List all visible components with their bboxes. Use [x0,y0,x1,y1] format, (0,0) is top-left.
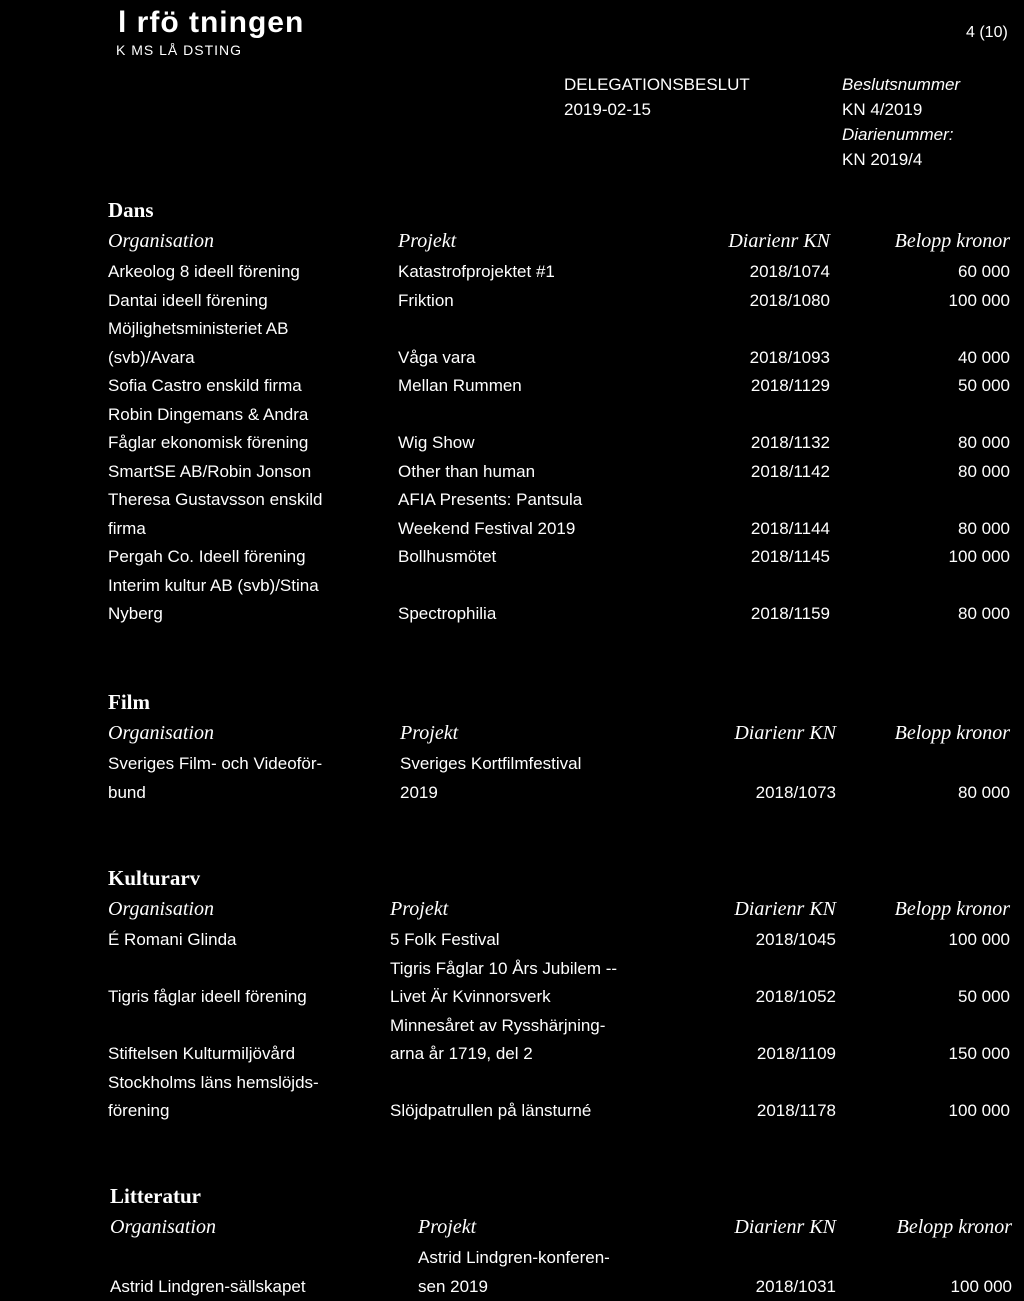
projekt-cell: Tigris Fåglar 10 Års Jubilem -- [390,958,618,978]
belopp-cell: 80 000 [958,433,1010,452]
column-header-projekt: Projekt [390,898,449,920]
diarienummer-label: Diarienummer: [842,125,954,144]
organisation-cell: Stiftelsen Kulturmiljövård [108,1044,296,1063]
section-title: Film [108,690,150,714]
projekt-cell: Livet Är Kvinnorsverk [390,987,551,1006]
belopp-cell: 150 000 [948,1044,1010,1063]
projekt-cell: Wig Show [398,433,475,452]
column-header-diarienr: Diarienr KN [734,722,836,744]
organisation-cell: Pergah Co. Ideell förening [108,547,306,566]
organisation-cell: Fåglar ekonomisk förening [108,433,309,452]
belopp-cell: 80 000 [958,461,1010,481]
projekt-cell: Bollhusmötet [398,547,497,566]
projekt-cell: AFIA Presents: Pantsula [398,490,583,509]
organisation-cell: förening [108,1101,170,1120]
belopp-cell: 80 000 [958,518,1010,538]
projekt-cell: 2019 [400,782,438,802]
column-header-belopp: Belopp kronor [894,230,1010,252]
diarienr-cell: 2018/1159 [750,604,830,623]
column-header-belopp: Belopp kronor [896,1216,1012,1238]
organisation-cell: Sveriges Film- och Videoför- [108,754,323,773]
projekt-cell: Friktion [398,290,454,310]
doc-meta-left [564,72,750,122]
diarienr-cell: 2018/1178 [756,1101,836,1120]
projekt-cell: Slöjdpatrullen på länsturné [390,1101,592,1120]
beslutsnummer-value: KN 4/2019 [842,100,923,119]
section-title: Kulturarv [108,866,201,890]
diarienr-cell: 2018/1073 [755,782,836,802]
column-header-organisation: Organisation [110,1216,216,1238]
belopp-cell: 50 000 [958,987,1010,1006]
diarienr-cell: 2018/1031 [755,1276,836,1296]
diarienr-cell: 2018/1129 [750,376,830,395]
column-header-organisation: Organisation [108,230,214,252]
column-header-organisation: Organisation [108,722,214,744]
diarienr-cell: 2018/1145 [750,547,830,566]
organisation-cell: SmartSE AB/Robin Jonson [108,461,312,481]
organisation-cell: Theresa Gustavsson enskild [108,490,323,509]
organisation-cell: Interim kultur AB (svb)/Stina [108,575,319,595]
beslutsnummer-label: Beslutsnummer [842,75,961,94]
belopp-cell: 80 000 [958,604,1010,623]
belopp-cell: 50 000 [958,376,1010,395]
belopp-cell: 100 000 [948,547,1010,566]
organisation-cell: (svb)/Avara [108,347,195,367]
column-header-projekt: Projekt [398,230,457,252]
column-header-projekt: Projekt [400,722,459,744]
projekt-cell: Katastrofprojektet #1 [398,262,555,281]
belopp-cell: 60 000 [958,262,1010,281]
column-header-organisation: Organisation [108,898,214,920]
diarienr-cell: 2018/1080 [749,290,830,310]
column-header-belopp: Belopp kronor [894,898,1010,920]
organisation-cell: Dantai ideell förening [108,290,268,310]
org-logo-title: l rfö tningen [118,6,305,39]
doc-meta-right [842,72,960,172]
diarienr-cell: 2018/1109 [756,1044,836,1063]
page-number: 4 (10) [966,24,1008,41]
diarienr-cell: 2018/1052 [755,987,836,1006]
diarienr-cell: 2018/1045 [755,930,836,949]
projekt-cell: sen 2019 [418,1276,488,1296]
belopp-cell: 80 000 [958,782,1010,802]
projekt-cell: Other than human [398,461,536,481]
column-header-belopp: Belopp kronor [894,722,1010,744]
belopp-cell: 100 000 [948,930,1010,949]
doc-type: DELEGATIONSBESLUT [564,75,750,94]
belopp-cell: 40 000 [958,347,1010,367]
belopp-cell: 100 000 [948,290,1010,310]
section-title: Litteratur [110,1184,201,1208]
column-header-projekt: Projekt [418,1216,477,1238]
diarienr-cell: 2018/1132 [750,433,830,452]
belopp-cell: 100 000 [950,1276,1012,1296]
projekt-cell: Minnesåret av Rysshärjning- [390,1015,606,1035]
projekt-cell: Spectrophilia [398,604,497,623]
projekt-cell: Weekend Festival 2019 [398,518,576,538]
projekt-cell: Mellan Rummen [398,376,522,395]
diarienr-cell: 2018/1093 [749,347,830,367]
diarienr-cell: 2018/1074 [749,262,830,281]
organisation-cell: Möjlighetsministeriet AB [108,319,289,338]
belopp-cell: 100 000 [948,1101,1010,1120]
organisation-cell: Arkeolog 8 ideell förening [108,262,300,281]
org-logo-subtitle: K MS LÅ DSTING [116,42,243,58]
section-title: Dans [108,198,154,222]
projekt-cell: 5 Folk Festival [390,930,500,949]
projekt-cell: Sveriges Kortfilmfestival [400,754,582,773]
organisation-cell: Nyberg [108,604,163,623]
organisation-cell: Robin Dingemans & Andra [108,404,309,424]
doc-date: 2019-02-15 [564,100,651,119]
projekt-cell: arna år 1719, del 2 [390,1044,533,1063]
organisation-cell: Stockholms läns hemslöjds- [108,1072,319,1092]
organisation-cell: Sofia Castro enskild firma [108,376,302,395]
diarienr-cell: 2018/1142 [750,461,830,481]
organisation-cell: bund [108,782,146,802]
organisation-cell: É Romani Glinda [108,930,237,949]
organisation-cell: firma [108,518,146,538]
projekt-cell: Astrid Lindgren-konferen- [418,1248,610,1267]
organisation-cell: Astrid Lindgren-sällskapet [110,1276,306,1296]
column-header-diarienr: Diarienr KN [728,230,830,252]
column-header-diarienr: Diarienr KN [734,1216,836,1238]
projekt-cell: Våga vara [398,347,476,367]
organisation-cell: Tigris fåglar ideell förening [108,987,307,1006]
diarienummer-value: KN 2019/4 [842,150,923,169]
column-header-diarienr: Diarienr KN [734,898,836,920]
diarienr-cell: 2018/1144 [750,518,830,538]
